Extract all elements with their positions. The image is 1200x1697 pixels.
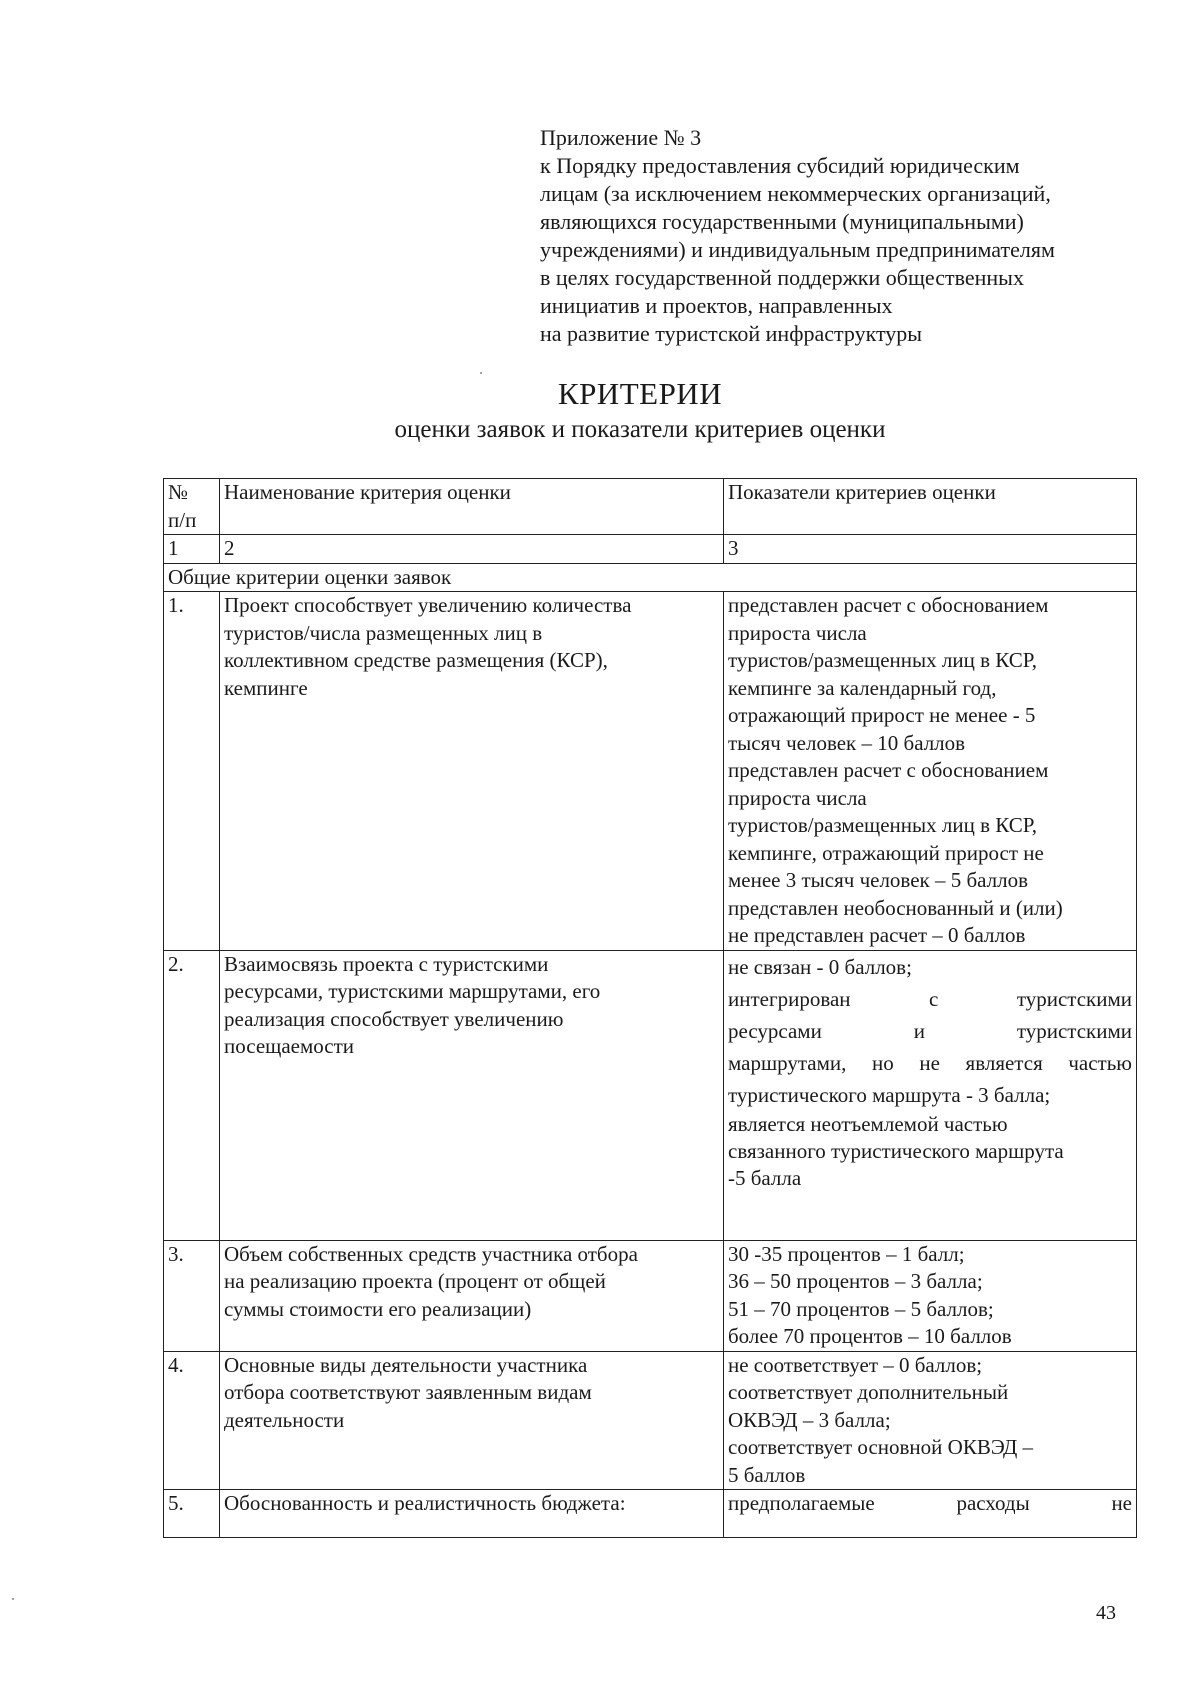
indicator-line: -5 балла — [728, 1165, 802, 1190]
indicator-line: туристического маршрута - 3 балла; — [728, 1082, 1051, 1107]
document-title: КРИТЕРИИ — [557, 376, 723, 411]
table-row — [164, 592, 1137, 951]
indicator-line: интегрирован с туристскими — [728, 986, 1132, 1011]
index-cell: 1 — [164, 535, 220, 564]
row-name-cell: Проект способствует увеличению количества туристов/числа размещенных лиц в коллективном средстве размещения (КСР), кемпинге — [220, 592, 724, 951]
row-num-cell: 1. — [164, 592, 220, 951]
row-num-cell: 4. — [164, 1351, 220, 1490]
appendix-line: в целях государственной поддержки общественных — [540, 265, 1024, 290]
table-header-row — [164, 479, 1137, 535]
header-name-cell: Наименование критерия оценки — [220, 479, 724, 535]
appendix-line: к Порядку предоставления субсидий юридическим — [540, 153, 1020, 178]
page-number: 43 — [1096, 1602, 1116, 1624]
appendix-line: учреждениями) и индивидуальным предпринимателям — [540, 237, 1055, 262]
indicator-line: не связан - 0 баллов; — [728, 954, 912, 979]
document-subtitle: оценки заявок и показатели критериев оценки — [394, 416, 886, 443]
indicator-line: связанного туристического маршрута — [728, 1138, 1064, 1163]
indicator-line: ресурсами и туристскими — [728, 1018, 1132, 1043]
row-indicators-cell: представлен расчет с обоснованием прироста числа туристов/размещенных лиц в КСР, кемпинге за календарный год, отражающий прирост не менее - 5 тысяч человек – 10 баллов представлен расчет с обоснованием прироста числа туристов/размещенных лиц в КСР, кемпинге, отражающий прирост не менее 3 тысяч человек – 5 баллов представлен необоснованный и (или) не представлен расчет – 0 баллов — [724, 592, 1137, 951]
appendix-line: на развитие туристской инфраструктуры — [540, 321, 923, 346]
scan-speck — [480, 372, 482, 374]
criteria-table — [163, 478, 1137, 1538]
indicator-line: является неотъемлемой частью — [728, 1111, 1008, 1136]
appendix-line: лицам (за исключением некоммерческих организаций, — [540, 181, 1051, 206]
appendix-line: инициатив и проектов, направленных — [540, 293, 893, 318]
table-row — [164, 1490, 1137, 1538]
table-row — [164, 1240, 1137, 1351]
row-num-cell: 2. — [164, 950, 220, 1240]
index-cell: 2 — [220, 535, 724, 564]
header-num-cell: № п/п — [164, 479, 220, 535]
appendix-line: Приложение № 3 — [540, 125, 702, 150]
indicator-line: предполагаемые расходы не — [728, 1491, 1132, 1515]
scan-speck — [12, 1598, 14, 1600]
indicator-line: маршрутами, но не является частью — [728, 1050, 1132, 1075]
row-indicators-cell: 30 -35 процентов – 1 балл; 36 – 50 процентов – 3 балла; 51 – 70 процентов – 5 баллов; более 70 процентов – 10 баллов — [724, 1240, 1137, 1351]
table-row — [164, 1351, 1137, 1490]
row-indicators-cell: не соответствует – 0 баллов; соответствует дополнительный ОКВЭД – 3 балла; соответствует основной ОКВЭД – 5 баллов — [724, 1351, 1137, 1490]
appendix-line: являющихся государственными (муниципальными) — [540, 209, 1024, 234]
row-name-cell: Основные виды деятельности участника отбора соответствуют заявленным видам деятельности — [220, 1351, 724, 1490]
row-indicators-cell — [724, 1490, 1137, 1538]
header-indicators-cell: Показатели критериев оценки — [724, 479, 1137, 535]
section-title-cell: Общие критерии оценки заявок — [164, 563, 1137, 592]
row-num-cell: 3. — [164, 1240, 220, 1351]
table-section-row — [164, 563, 1137, 592]
table-index-row — [164, 535, 1137, 564]
index-cell: 3 — [724, 535, 1137, 564]
row-num-cell: 5. — [164, 1490, 220, 1538]
row-name-cell: Обоснованность и реалистичность бюджета: — [220, 1490, 724, 1538]
table-row — [164, 950, 1137, 1240]
row-indicators-cell — [724, 950, 1137, 1240]
row-name-cell: Взаимосвязь проекта с туристскими ресурсами, туристскими маршрутами, его реализация способствует увеличению посещаемости — [220, 950, 724, 1240]
row-name-cell: Объем собственных средств участника отбора на реализацию проекта (процент от общей суммы стоимости его реализации) — [220, 1240, 724, 1351]
appendix-header — [540, 124, 1140, 348]
